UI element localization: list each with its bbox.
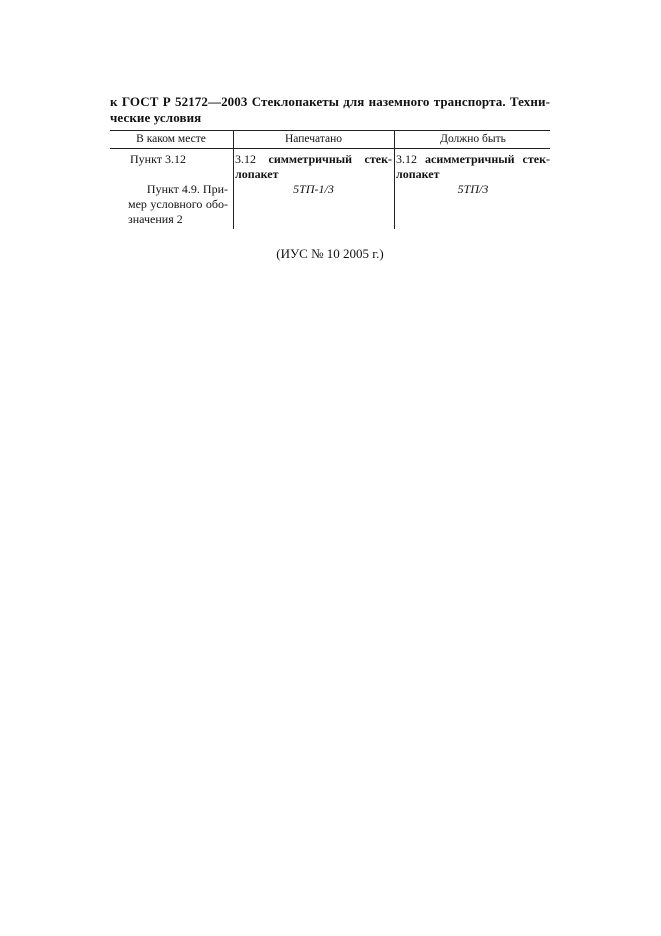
table-header-rule: [110, 148, 550, 149]
row1-should-text2: лопакет: [396, 167, 440, 181]
table-column-divider-1: [233, 130, 234, 229]
header-place: В каком месте: [136, 133, 206, 145]
header-printed: Напечатано: [285, 133, 342, 145]
row1-should-line1: [396, 152, 550, 167]
row2-printed: 5ТП-1/3: [293, 182, 334, 196]
amendment-heading: [110, 94, 550, 126]
row2-place: [128, 182, 228, 227]
heading-line-1: к ГОСТ Р 52172—2003 Стеклопакеты для наземного транспорта. Техни-: [110, 94, 550, 109]
header-should-be: Должно быть: [440, 133, 506, 145]
source-note: (ИУС № 10 2005 г.): [276, 246, 384, 261]
table-top-rule: [110, 130, 550, 131]
row1-printed-line1: [235, 152, 392, 167]
table-column-divider-2: [394, 130, 395, 229]
row1-printed-text1: симметричный стек-: [268, 152, 392, 166]
row1-should-number: 3.12: [396, 152, 417, 166]
row1-printed-text2: лопакет: [235, 167, 279, 181]
row2-place-line2: мер условного обо-: [128, 197, 228, 211]
row1-place: Пункт 3.12: [130, 152, 187, 166]
row1-should-be: [396, 152, 550, 182]
row1-printed-number: 3.12: [235, 152, 256, 166]
row2-place-line1: Пункт 4.9. При-: [146, 182, 228, 196]
amendment-table: [110, 130, 550, 229]
heading-line-2: ческие условия: [110, 110, 202, 125]
row1-should-text1: асимметричный стек-: [425, 152, 550, 166]
row2-place-line3: значения 2: [128, 212, 183, 226]
row2-should-be: 5ТП/3: [457, 182, 489, 196]
row1-printed: [235, 152, 392, 182]
